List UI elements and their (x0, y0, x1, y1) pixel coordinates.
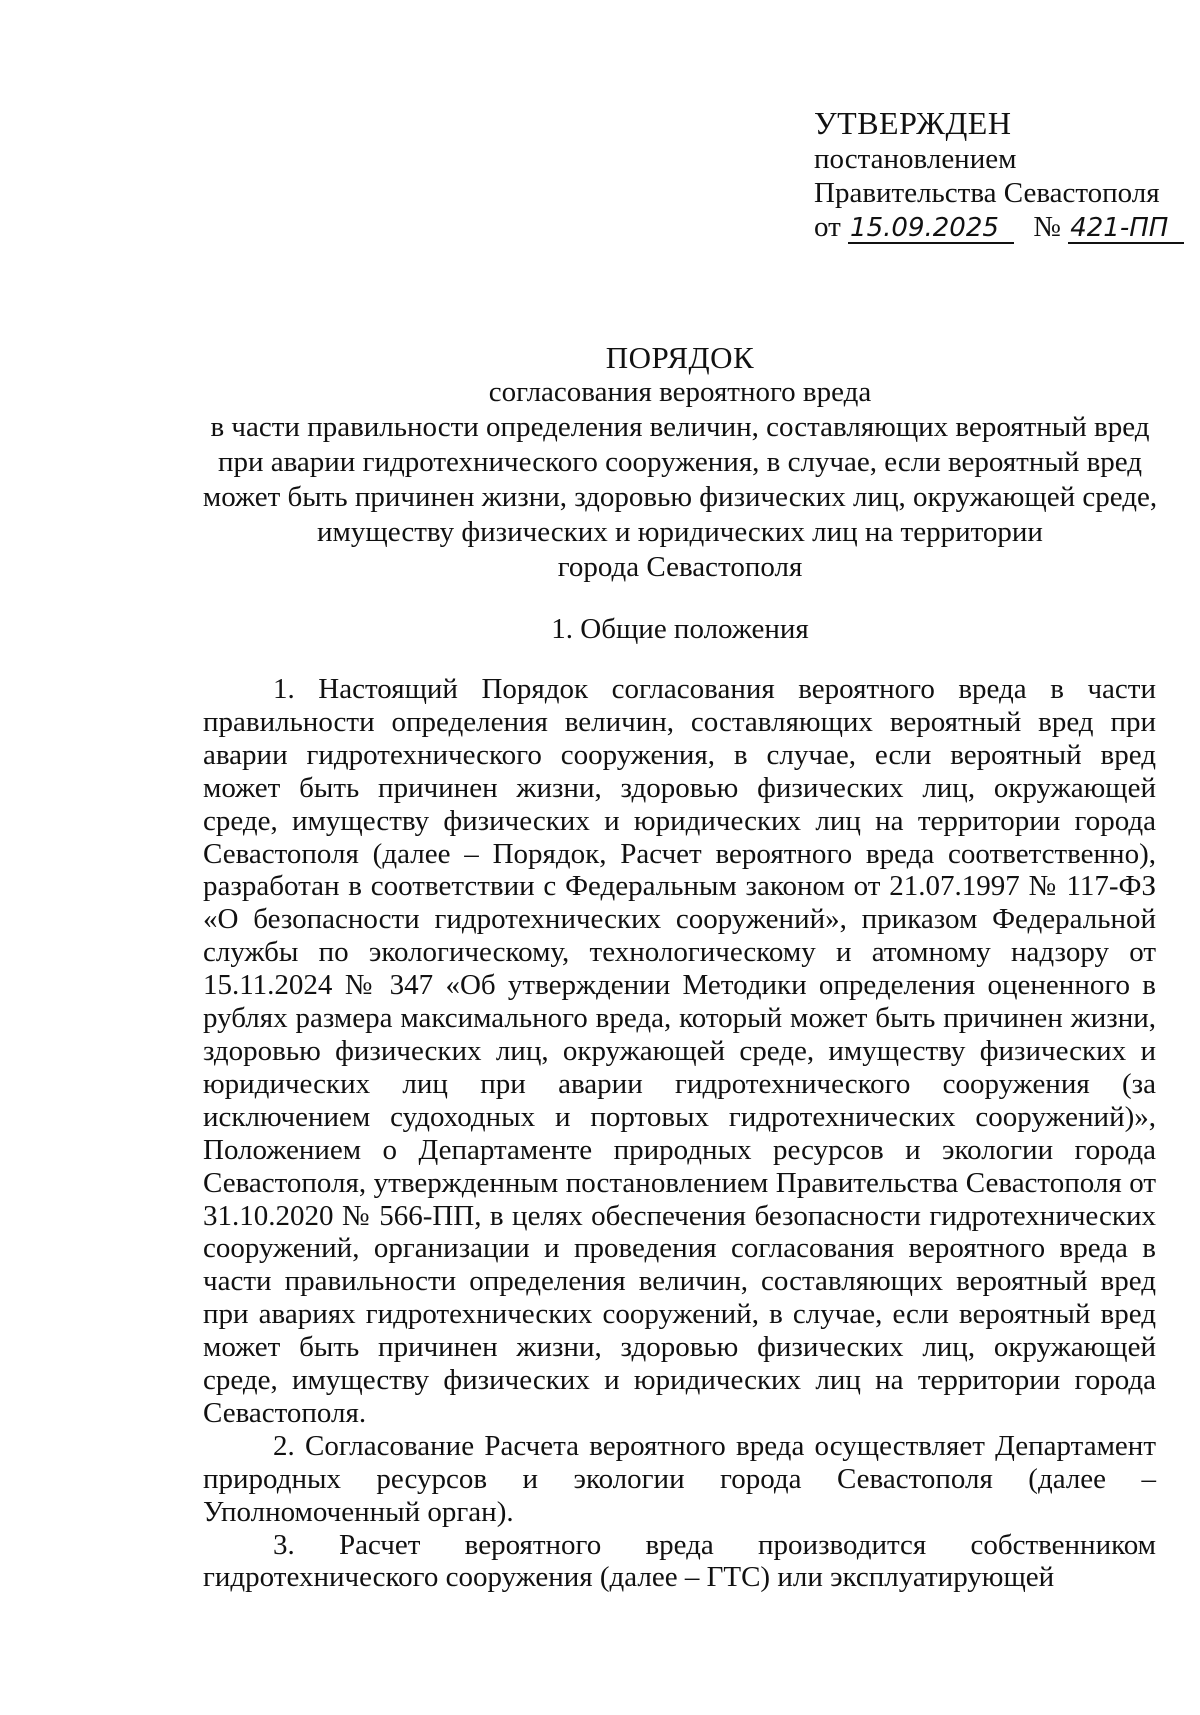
heading-line: имуществу физических и юридических лиц на территории (317, 516, 1043, 548)
heading-line: может быть причинен жизни, здоровью физических лиц, окружающей среде, (202, 481, 1158, 513)
heading-line: при аварии гидротехнического сооружения, в случае, если вероятный вред (217, 446, 1143, 478)
document-body (203, 673, 1156, 1594)
document-title: ПОРЯДОК (605, 340, 755, 375)
handwritten-date: 15.09.2025 (848, 214, 1014, 244)
approval-line-resolution: постановлением (814, 143, 1017, 175)
approval-line-government: Правительства Севастополя (814, 177, 1160, 209)
date-prefix: от (814, 211, 841, 243)
paragraph-2: 2. Согласование Расчета вероятного вреда осуществляет Департамент природных ресурсов и экологии города Севастополя (далее – Уполномоченный орган). (203, 1429, 1156, 1528)
paragraph-3: 3. Расчет вероятного вреда производится собственником гидротехнического сооружения (далее – ГТС) или эксплуатирующей (203, 1528, 1156, 1594)
approval-stamp-block (814, 106, 1174, 244)
approval-date-number-line (814, 210, 1174, 244)
handwritten-number: 421-ПП (1068, 214, 1184, 244)
document-heading (150, 340, 1200, 585)
approval-title: УТВЕРЖДЕН (814, 105, 1012, 141)
paragraph-1: 1. Настоящий Порядок согласования вероятного вреда в части правильности определения величин, составляющих вероятный вред при аварии гидротехнического сооружения, в случае, если вероятный вред может быть причинен жизни, здоровью физических лиц, окружающей среде, имуществу физических и юридических лиц на территории города Севастополя (далее – Порядок, Расчет вероятного вреда соответственно), разработан в соответствии с Федеральным законом от 21.07.1997 № 117-ФЗ «О безопасности гидротехнических сооружений», приказом Федеральной службы по экологическому, технологическому и атомному надзору от 15.11.2024 № 347 «Об утверждении Методики определения оцененного в рублях размера максимального вреда, который может быть причинен жизни, здоровью физических лиц, окружающей среде, имуществу физических и юридических лиц при аварии гидротехнического сооружения (за исключением судоходных и портовых гидротехнических сооружений)», Положением о Департаменте природных ресурсов и экологии города Севастополя, утвержденным постановлением Правительства Севастополя от 31.10.2020 № 566-ПП, в целях обеспечения безопасности гидротехнических сооружений, организации и проведения согласования вероятного вреда в части правильности определения величин, составляющих вероятный вред при авариях гидротехнических сооружений, в случае, если вероятный вред может быть причинен жизни, здоровью физических лиц, окружающей среде, имуществу физических и юридических лиц на территории города Севастополя. (203, 673, 1156, 1429)
heading-line: согласования вероятного вреда (488, 376, 872, 408)
number-prefix: № (1033, 211, 1061, 243)
heading-line: города Севастополя (557, 551, 803, 583)
section-title: 1. Общие положения (551, 613, 809, 645)
heading-line: в части правильности определения величин, составляющих вероятный вред (210, 411, 1150, 443)
